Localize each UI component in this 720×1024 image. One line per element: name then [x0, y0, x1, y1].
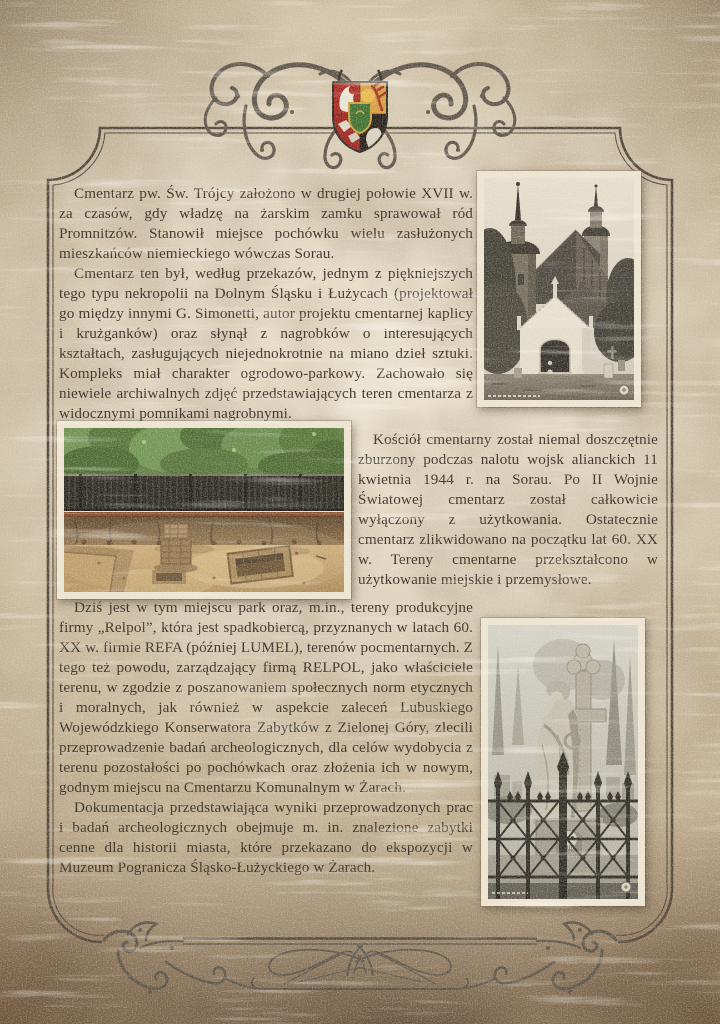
paragraph-today: Dziś jest w tym miejscu park oraz, m.in., tereny produkcyjne firmy „Relpol”, która jest spadkobiercą, przyznanych w latach 60. XX w. firmie REFA (później LUMEL), terenów pocmentarnych. Z tego też powodu, zarządzający firmą RELPOL, jako właściciele terenu, w zgodzie z poszanowaniem społecznych norm etycznych i moralnych, jak również w aspekcie zaleceń Lubuskiego Wojewódzkiego Konserwatora Zabytków z Zielonej Góry, zlecili przeprowadzenie badań archeologicznych, dla celów wydobycia z terenu pozostałości po pochówkach oraz złożenia ich w nowym, godnym miejscu na Cmentarzu Komunalnym w Żarach. — [59, 599, 473, 796]
cemetery-church-photo — [477, 171, 641, 407]
paragraph-documentation: Dokumentacja przedstawiająca wyniki przeprowadzonych prac i badań archeologicznych obejmuje m. in. znalezione zabytki cenne dla historii miasta, które przekazano do ekspozycji w Muzeum Pogranicza Śląsko-Łużyckiego w Żarach. — [59, 799, 473, 876]
bottom-swirl-ornament — [104, 922, 262, 994]
paragraph-necropolis: Cmentarz ten był, według przekazów, jednym z piękniejszych tego typu nekropolii na Dolnym Śląsku i Łużycach (projektował go między innymi G. Simonetti, autor projektu cmentarnej kaplicy i krużganków) oraz słynął z nagrobków o interesujących kształtach, zasługujących niejednokrotnie na miano dzieł sztuki. Kompleks miał charakter ogrodowo-parkowy. Zachowało się niewiele archiwalnych zdjęć przedstawiających teren cmentarza z widocznymi pomnikami nagrobnymi. — [59, 265, 473, 422]
excavation-photo — [57, 421, 351, 599]
coat-of-arms — [333, 70, 387, 152]
paragraph-destruction: Kościół cmentarny został niemal doszczętnie zburzony podczas nalotu wojsk alianckich 11 kwietnia 1944 r. na Sorau. Po II Wojnie Światowej cmentarz został całkowicie wyłączony z użytkowania. Ostatecznie cmentarz zlikwidowano na początku lat 60. XX w. Tereny cmentarne przekształcono w użytkowanie miejskie i przemysłowe. — [358, 431, 658, 588]
tomb-statue-photo — [481, 618, 645, 906]
top-swirl-ornament — [205, 64, 358, 168]
calligraphic-flourish — [269, 946, 364, 984]
paragraph-founding: Cmentarz pw. Św. Trójcy założono w drugiej połowie XVII w. za czasów, gdy władzę na żarskim zamku sprawował ród Promnitzów. Stanowił miejsce pochówku wielu zasłużonych mieszkańców niemieckiego wówczas Sorau. — [59, 185, 473, 262]
war-text-block — [358, 430, 658, 590]
intro-text-block — [59, 184, 473, 424]
present-text-block — [59, 598, 473, 878]
